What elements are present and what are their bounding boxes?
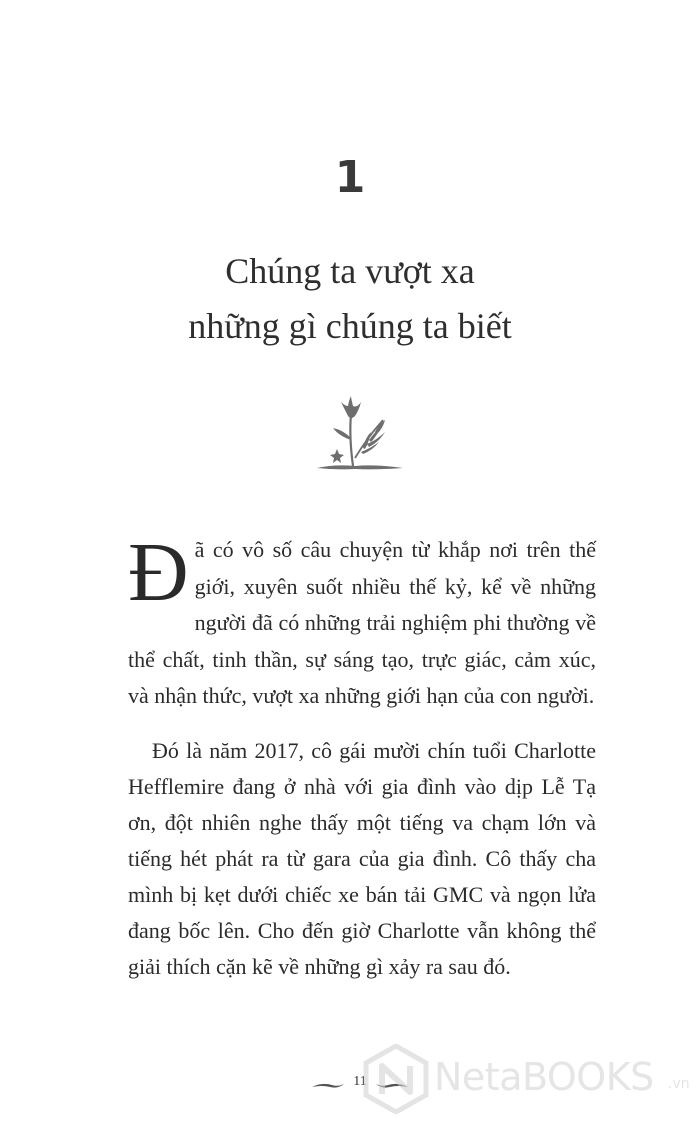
flower-ornament-icon (315, 392, 405, 482)
netabooks-logo-icon (362, 1044, 430, 1114)
chapter-title-line-1: Chúng ta vượt xa (225, 251, 475, 291)
chapter-title (0, 244, 700, 354)
paragraph-2: Đó là năm 2017, cô gái mười chín tuổi Charlotte Hefflemire đang ở nhà với gia đình vào dịp Lễ Tạ ơn, đột nhiên nghe thấy một tiếng va chạm lớn và tiếng hét phát ra từ gara của gia đình. Cô thấy cha mình bị kẹt dưới chiếc xe bán tải GMC và ngọn lửa đang bốc lên. Cho đến giờ Charlotte vẫn không thể giải thích cặn kẽ về những gì xảy ra sau đó. (128, 737, 596, 979)
paragraph-1-text: ã có vô số câu chuyện từ khắp nơi trên thế giới, xuyên suốt nhiều thế kỷ, kể về những người đã có những trải nghiệm phi thường về thể chất, tinh thần, sự sáng tạo, trực giác, cảm xúc, và nhận thức, vượt xa những giới hạn của con người. (128, 537, 596, 708)
chapter-body (128, 526, 596, 985)
watermark (362, 1044, 700, 1114)
chapter-number: 1 (334, 152, 366, 203)
watermark-suffix: .vn (668, 1076, 690, 1092)
chapter-title-line-2: những gì chúng ta biết (188, 306, 512, 346)
swash-left-icon (312, 1080, 344, 1090)
drop-cap: Đ (128, 526, 189, 619)
page-number: 11 (353, 1074, 367, 1089)
watermark-brand: NetaBOOKS (434, 1055, 654, 1099)
paragraph-1 (128, 526, 596, 715)
